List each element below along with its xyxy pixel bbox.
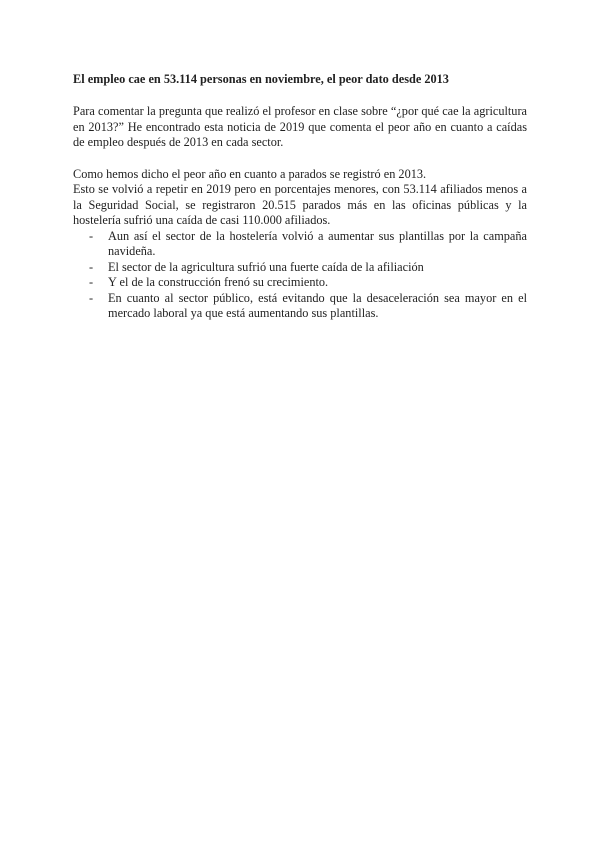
bullet-text-agriculture: El sector de la agricultura sufrió una fuerte caída de la afiliación [108, 259, 424, 274]
list-item [73, 291, 527, 322]
list-item [73, 229, 527, 260]
bullet-dash: - [89, 275, 94, 289]
document-title: El empleo cae en 53.114 personas en noviembre, el peor dato desde 2013 [73, 72, 449, 86]
bullet-dash: - [89, 228, 94, 243]
bullet-dash: - [89, 290, 94, 305]
figures-paragraph: Esto se volvió a repetir en 2019 pero en porcentajes menores, con 53.114 afiliados menos a la Seguridad Social, se registraron 20.515 parados más en las oficinas públicas y la hostelería sufrió una caída de casi 110.000 afiliados. [73, 182, 527, 227]
worst-year-paragraph: Como hemos dicho el peor año en cuanto a parados se registró en 2013. [73, 166, 427, 181]
list-item [73, 260, 527, 276]
bullet-dash: - [89, 259, 94, 274]
list-item [73, 275, 527, 291]
document-body [73, 72, 527, 322]
bullet-text-hospitality: Aun así el sector de la hostelería volvió a aumentar sus plantillas por la campaña navideña. [108, 228, 527, 258]
bullet-text-public-sector: En cuanto al sector público, está evitando que la desaceleración sea mayor en el mercado laboral ya que está aumentando sus plantillas. [108, 290, 527, 320]
intro-paragraph: Para comentar la pregunta que realizó el profesor en clase sobre “¿por qué cae la agricultura en 2013?” He encontrado esta noticia de 2019 que comenta el peor año en cuanto a caídas de empleo después de 2013 en cada sector. [73, 104, 527, 149]
bullet-text-construction: Y el de la construcción frenó su crecimiento. [108, 275, 329, 289]
sector-bullet-list [73, 229, 527, 322]
